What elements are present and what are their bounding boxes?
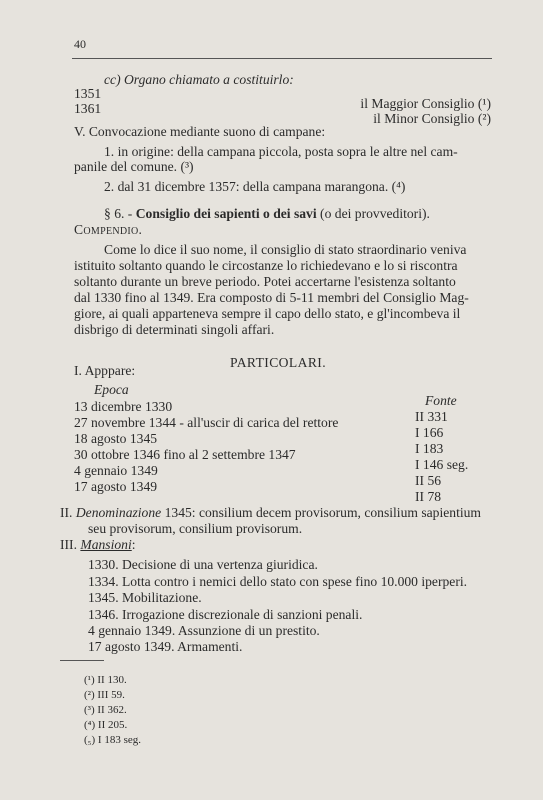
epoca-row-2: 27 novembre 1344 - all'uscir di carica del rettore (74, 415, 339, 430)
fonte-row-6: II 78 (415, 489, 442, 504)
page-number: 40 (74, 37, 86, 51)
mansioni-item-2: 1334. Lotta contro i nemici dello stato con spese fino 10.000 iperperi. (88, 574, 468, 589)
footnote-rule (60, 660, 104, 661)
section-heading (104, 206, 430, 222)
organ-heading (104, 72, 294, 88)
organ-year-1: 1351 (74, 86, 102, 101)
epoca-row-5: 4 gennaio 1349 (74, 463, 158, 478)
fonte-row-4: I 146 seg. (415, 457, 469, 472)
paragraph-line-1: Come lo dice il suo nome, il consiglio di stato straordinario veniva (104, 242, 467, 257)
mansioni-prefix: III. (60, 537, 77, 552)
fonte-row-2: I 166 (415, 425, 444, 440)
mansioni-heading (60, 537, 136, 553)
fonte-label: Fonte (425, 393, 457, 408)
section-title: Consiglio dei sapienti o dei savi (135, 206, 317, 221)
paragraph-line-6: disbrigo di determinati singoli affari. (74, 322, 275, 337)
paragraph-line-2: istituito soltanto quando le circostanze lo richiedevano e lo si riscontra (74, 258, 458, 273)
convocazione-heading: V. Convocazione mediante suono di campane: (74, 124, 326, 139)
denominazione-label: Denominazione (75, 505, 162, 520)
epoca-row-1: 13 dicembre 1330 (74, 399, 173, 414)
organ-heading-text: cc) Organo chiamato a costituirlo: (104, 72, 294, 87)
footnote-4: (⁴) II 205. (84, 719, 128, 731)
paragraph-line-3: soltanto durante un breve periodo. Potei accertarne l'esistenza soltanto (74, 274, 456, 289)
convocazione-item1-line1: 1. in origine: della campana piccola, posta sopra le altre nel cam- (104, 144, 458, 159)
mansioni-item-5: 4 gennaio 1349. Assunzione di un prestito. (88, 623, 320, 638)
denominazione-line-2: seu provisorum, consilium provisorum. (88, 521, 303, 536)
footnote-3: (³) II 362. (84, 704, 127, 716)
fonte-row-3: I 183 (415, 441, 444, 456)
fonte-row-1: II 331 (415, 409, 448, 424)
section-number: § 6. - (104, 206, 133, 221)
footnote-1: (¹) II 130. (84, 674, 127, 686)
denominazione-line-1 (60, 505, 481, 521)
footnote-5: (₅) I 183 seg. (84, 734, 141, 746)
mansioni-item-6: 17 agosto 1349. Armamenti. (88, 639, 243, 654)
particolari-title: PARTICOLARI. (230, 355, 327, 370)
paragraph-line-5: giore, ai quali apparteneva sempre il capo dello stato, e gl'incombeva il (74, 306, 461, 321)
organ-year-2: 1361 (74, 101, 102, 116)
convocazione-item1-line2: panile del comune. (³) (74, 159, 194, 174)
appare-heading: I. Apppare: (74, 363, 136, 378)
paragraph-line-4: dal 1330 fino al 1349. Era composto di 5-11 membri del Consiglio Mag- (74, 290, 469, 305)
section-subtitle: (o dei provveditori). (320, 206, 430, 221)
footnote-2: (²) III 59. (84, 689, 125, 701)
epoca-row-4: 30 ottobre 1346 fino al 2 settembre 1347 (74, 447, 296, 462)
mansioni-item-1: 1330. Decisione di una vertenza giuridica. (88, 557, 318, 572)
denominazione-prefix: II. (60, 505, 73, 520)
mansioni-colon: : (131, 537, 136, 552)
organ-body-1: il Maggior Consiglio (¹) (360, 96, 491, 111)
denominazione-text-1: 1345: consilium decem provisorum, consilium sapientium (164, 505, 481, 520)
epoca-row-6: 17 agosto 1349 (74, 479, 158, 494)
convocazione-item2: 2. dal 31 dicembre 1357: della campana marangona. (⁴) (104, 179, 406, 194)
header-rule (72, 58, 492, 59)
organ-body-2: il Minor Consiglio (²) (373, 111, 491, 126)
fonte-row-5: II 56 (415, 473, 442, 488)
mansioni-item-4: 1346. Irrogazione discrezionale di sanzioni penali. (88, 607, 363, 622)
epoca-label: Epoca (94, 382, 129, 397)
compendio-label: Compendio. (74, 222, 143, 237)
mansioni-item-3: 1345. Mobilitazione. (88, 590, 202, 605)
epoca-row-3: 18 agosto 1345 (74, 431, 158, 446)
mansioni-label: Mansioni (80, 537, 132, 552)
